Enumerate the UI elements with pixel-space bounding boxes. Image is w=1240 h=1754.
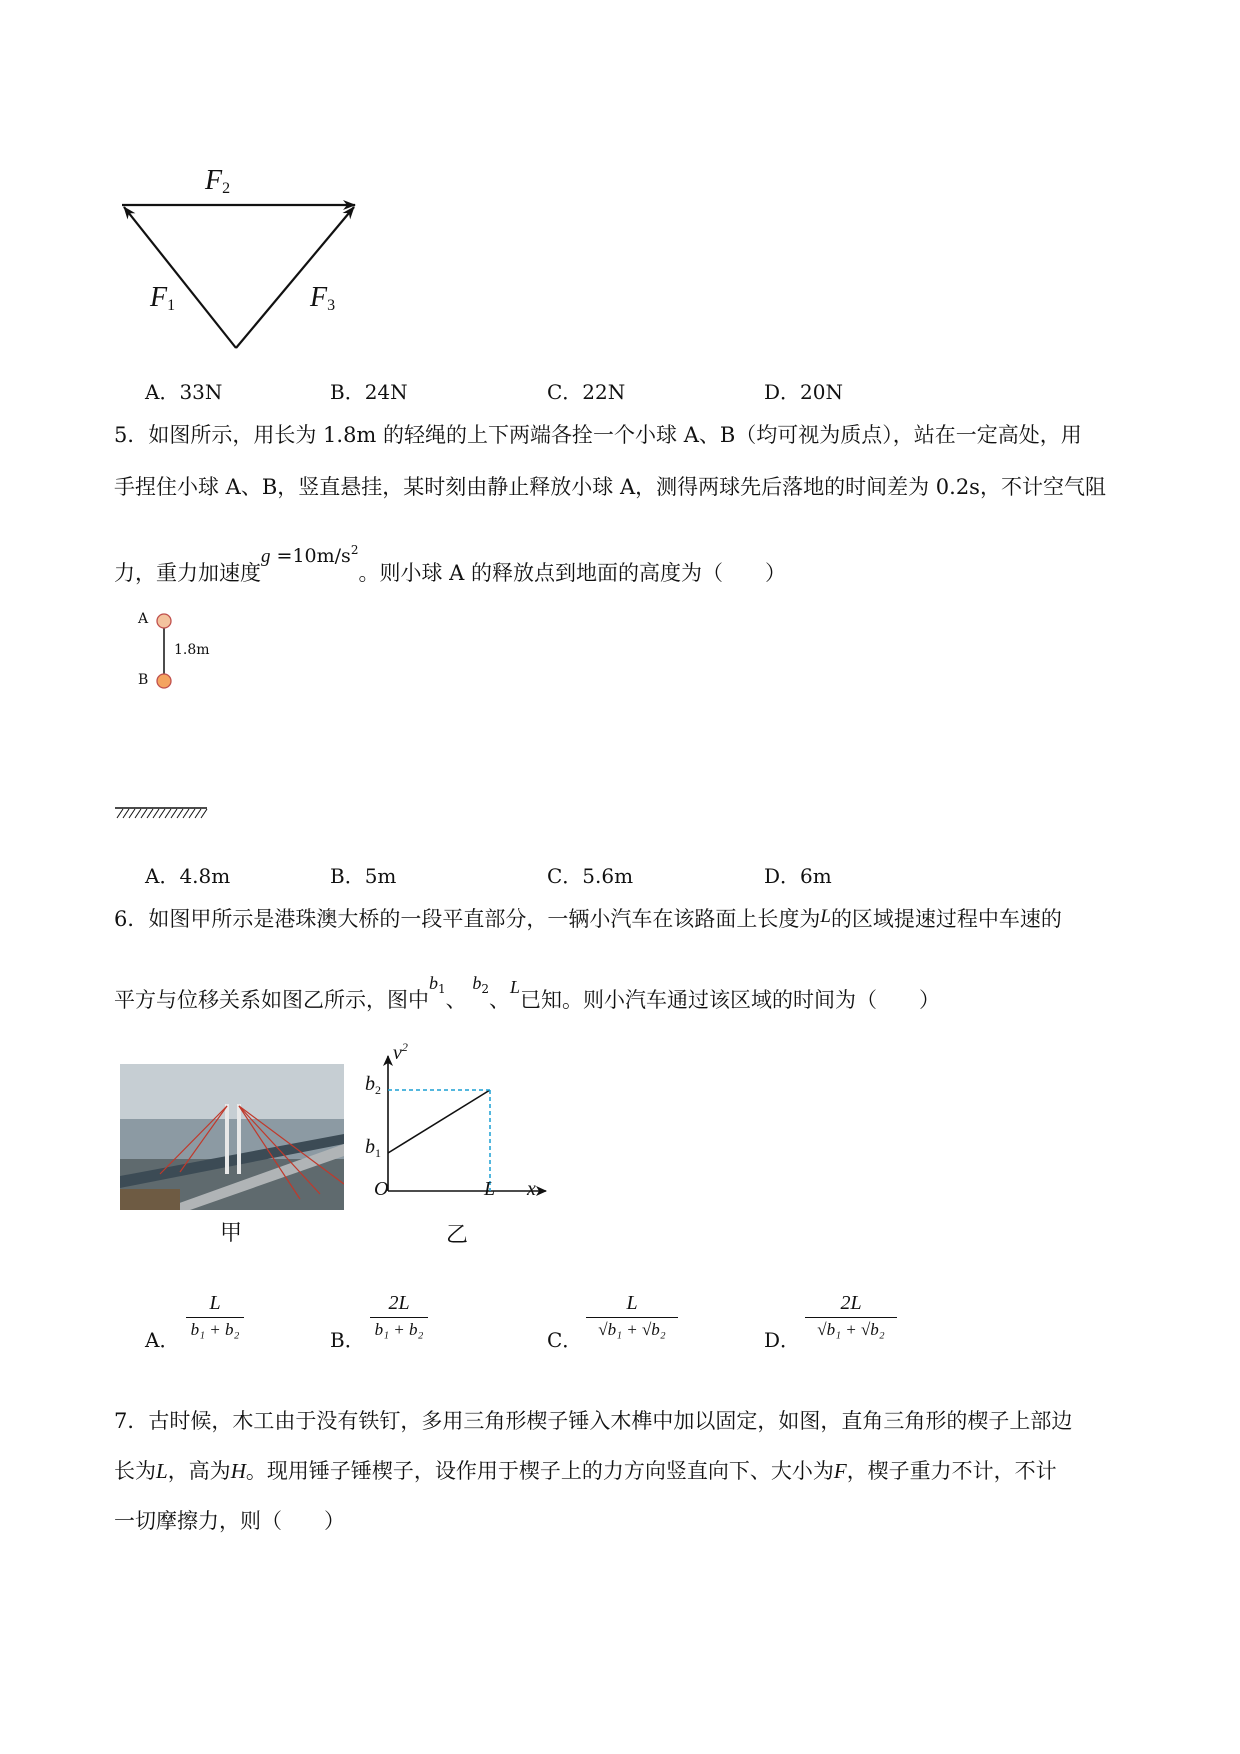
q6-option-b-fraction: 2L b₁ + b₂ — [370, 1292, 428, 1340]
q6-option-a-letter[interactable]: A． — [145, 1328, 180, 1352]
data-line — [388, 1090, 490, 1153]
f1-label: $F_1$ — [150, 282, 176, 314]
graph-b1-label: $b_1$ — [365, 1136, 381, 1160]
f3-label: $F_3$ — [310, 282, 336, 314]
q4-option-a[interactable]: A．33N — [145, 380, 223, 404]
q5-option-a[interactable]: A．4.8m — [145, 864, 231, 888]
q6-option-c-letter[interactable]: C． — [547, 1328, 583, 1352]
graph-origin-label: O — [374, 1178, 389, 1200]
f3-vector — [236, 207, 354, 348]
q6-option-d-fraction: 2L √b₁ + √b₂ — [805, 1292, 897, 1340]
q5-text-line-3: 力，重力加速度$g =10m/s^2$。则小球 A 的释放点到地面的高度为（ ） — [114, 543, 786, 585]
f2-label: $F_2$ — [205, 165, 231, 197]
q4-option-b[interactable]: B．24N — [330, 380, 408, 404]
q6-text-line-2: 平方与位移关系如图乙所示，图中$b_1$、 $b_2$、L已知。则小汽车通过该区域的时间为（ ） — [114, 973, 941, 1012]
ball-b-label: B — [138, 672, 149, 688]
q5-option-d[interactable]: D．6m — [764, 864, 832, 888]
q7-text-line-1: 7．古时候，木工由于没有铁钉，多用三角形楔子锤入木榫中加以固定，如图，直角三角形的楔子上部边 — [114, 1409, 1073, 1433]
force-triangle-diagram — [112, 160, 372, 360]
q6-text-line-1: 6．如图甲所示是港珠澳大桥的一段平直部分，一辆小汽车在该路面上长度为L的区域提速过程中车速的 — [114, 906, 1062, 931]
bridge-illustration — [120, 1064, 344, 1210]
q5-option-b[interactable]: B．5m — [330, 864, 397, 888]
graph-l-tick-label: L — [484, 1178, 496, 1200]
bridge-photo — [120, 1064, 344, 1210]
q7-text-line-2: 长为L，高为H。现用锤子锤楔子，设作用于楔子上的力方向竖直向下、大小为F，楔子重力不计，不计 — [114, 1459, 1057, 1483]
f1-vector — [124, 207, 236, 348]
q5-option-c[interactable]: C．5.6m — [547, 864, 634, 888]
graph-y-label: $v^2$ — [393, 1040, 408, 1064]
q4-option-d[interactable]: D．20N — [764, 380, 843, 404]
q6-option-b-letter[interactable]: B． — [330, 1328, 365, 1352]
q6-option-a-fraction: L b₁ + b₂ — [186, 1292, 244, 1340]
q5-text-line-2: 手捏住小球 A、B，竖直悬挂，某时刻由静止释放小球 A，测得两球先后落地的时间差为 0.2s，不计空气阻 — [114, 475, 1106, 499]
ball-a — [157, 614, 171, 628]
ball-a-label: A — [138, 611, 149, 627]
ball-b — [157, 674, 171, 688]
graph-b2-label: $b_2$ — [365, 1073, 381, 1097]
q7-text-line-3: 一切摩擦力，则（ ） — [114, 1509, 345, 1533]
graph-x-label: x — [527, 1178, 536, 1200]
caption-yi: 乙 — [446, 1223, 469, 1248]
caption-jia: 甲 — [220, 1221, 243, 1246]
q6-option-d-letter[interactable]: D． — [764, 1328, 801, 1352]
ground-hatching — [113, 806, 209, 820]
q6-option-c-fraction: L √b₁ + √b₂ — [586, 1292, 678, 1340]
rope-length-label: 1.8m — [174, 642, 210, 658]
q4-option-c[interactable]: C．22N — [547, 380, 626, 404]
q5-text-line-1: 5．如图所示，用长为 1.8m 的轻绳的上下两端各拴一个小球 A、B（均可视为质点），站在一定高处，用 — [114, 423, 1082, 447]
